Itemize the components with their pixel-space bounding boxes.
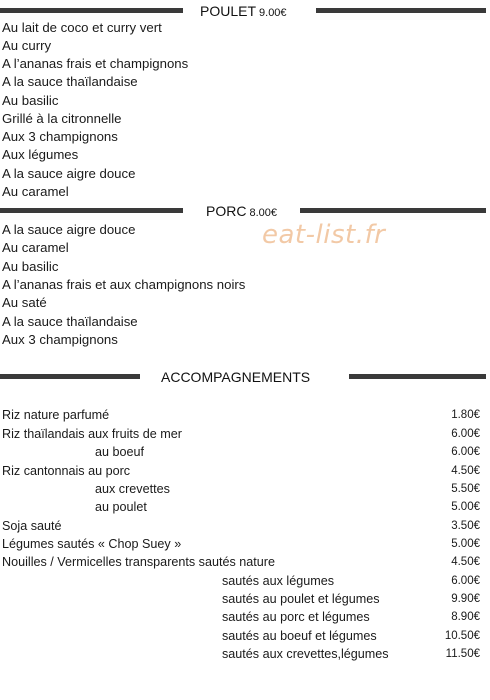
menu-item: Au basilic [2,259,59,274]
side-dish-price: 10.50€ [444,630,480,642]
side-dish-row [0,443,490,461]
side-dish-price: 6.00€ [451,446,480,458]
porc-section-header [0,202,490,222]
side-dish-price: 11.50€ [445,648,480,660]
side-dish-row [0,553,490,571]
poulet-title: POULET [200,3,257,19]
menu-item: Au caramel [2,184,69,199]
side-dish-price: 1.80€ [451,409,480,421]
side-dish-label: Légumes sautés « Chop Suey » [2,537,182,551]
side-dish-row [0,480,490,498]
side-dish-row [0,627,490,645]
menu-item: Aux 3 champignons [2,332,118,347]
side-dish-price: 6.00€ [451,428,480,440]
porc-title: PORC [206,203,247,219]
menu-item: A l’ananas frais et aux champignons noirs [2,277,246,292]
accompagnements-header-rule-left [0,374,140,379]
poulet-header-rule-right [316,8,486,13]
poulet-header-rule-left [0,8,183,13]
menu-item: A la sauce aigre douce [2,222,136,237]
menu-item: Au basilic [2,93,59,108]
menu-item: Au curry [2,38,52,53]
side-dish-label: sautés au boeuf et légumes [222,629,377,643]
side-dish-label: aux crevettes [95,482,170,496]
side-dish-row [0,590,490,608]
menu-item: Aux 3 champignons [2,129,118,144]
menu-item: Aux légumes [2,147,79,162]
side-dish-label: Soja sauté [2,519,62,533]
side-dish-row [0,406,490,424]
side-dish-price: 5.00€ [451,501,480,513]
side-dish-price: 3.50€ [451,520,480,532]
porc-header-rule-left [0,208,183,213]
side-dish-label: sautés aux légumes [222,574,335,588]
side-dish-label: au boeuf [95,445,145,459]
side-dish-price: 5.50€ [451,483,480,495]
porc-price: 8.00€ [249,207,277,219]
menu-item: Au saté [2,295,47,310]
menu-item: Au caramel [2,240,69,255]
porc-header-rule-right [300,208,486,213]
side-dish-price: 4.50€ [451,556,480,568]
side-dish-row [0,498,490,516]
side-dish-label: Riz thaïlandais aux fruits de mer [2,427,182,441]
accompagnements-title: ACCOMPAGNEMENTS [161,369,311,385]
accompagnements-section-header [0,368,490,388]
menu-item: Grillé à la citronnelle [2,111,122,126]
side-dish-label: sautés au porc et légumes [222,610,370,624]
side-dish-price: 8.90€ [451,611,480,623]
menu-item: Au lait de coco et curry vert [2,20,162,35]
side-dish-label: sautés aux crevettes,légumes [222,647,389,661]
side-dish-label: sautés au poulet et légumes [222,592,380,606]
poulet-price: 9.00€ [259,7,287,19]
side-dish-label: au poulet [95,500,147,514]
porc-section-title [206,202,277,222]
menu-item: A la sauce aigre douce [2,166,136,181]
side-dish-price: 6.00€ [451,575,480,587]
side-dish-row [0,535,490,553]
side-dish-row [0,462,490,480]
accompagnements-header-rule-right [349,374,486,379]
poulet-section-title [200,2,287,22]
side-dish-price: 4.50€ [451,465,480,477]
menu-item: A la sauce thaïlandaise [2,314,138,329]
side-dish-row [0,572,490,590]
side-dish-label: Nouilles / Vermicelles transparents sautés nature [2,555,275,569]
side-dish-row [0,608,490,626]
side-dish-row [0,425,490,443]
side-dish-label: Riz cantonnais au porc [2,464,131,478]
side-dish-row [0,517,490,535]
menu-item: A la sauce thaïlandaise [2,74,138,89]
side-dish-price: 5.00€ [451,538,480,550]
side-dish-row [0,645,490,663]
side-dish-label: Riz nature parfumé [2,408,110,422]
menu-item: A l’ananas frais et champignons [2,56,189,71]
watermark-text: eat-list.fr [262,220,386,250]
side-dish-price: 9.90€ [451,593,480,605]
